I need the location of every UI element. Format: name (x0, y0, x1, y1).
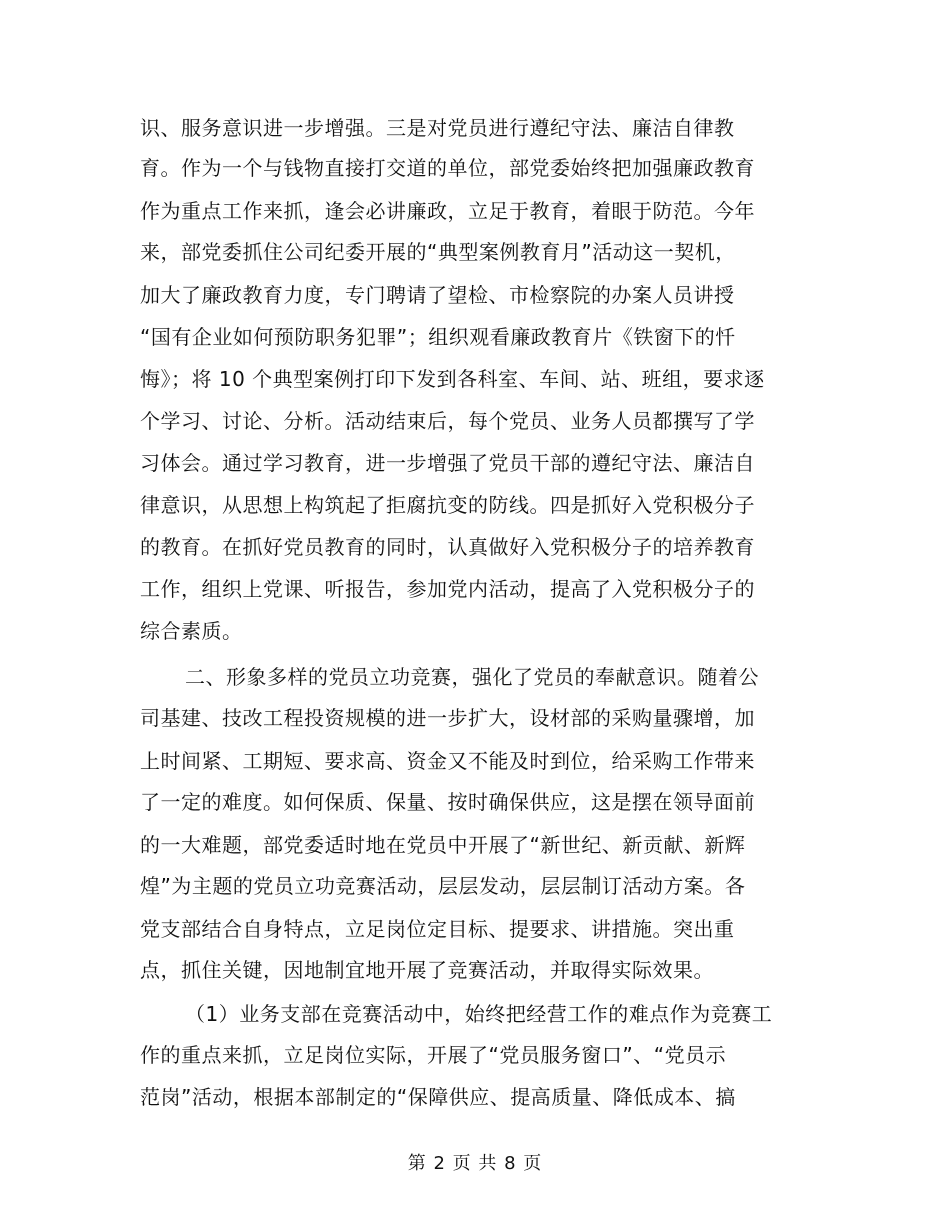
text-line: 的一大难题，部党委适时地在党员中开展了“新世纪、新贡献、新辉 (140, 833, 746, 857)
text-line: 作为重点工作来抓，逢会必讲廉政，立足于教育，着眼于防范。今年 (140, 199, 755, 223)
text-line: 综合素质。 (140, 619, 243, 643)
text-line: 上时间紧、工期短、要求高、资金又不能及时到位，给采购工作带来 (140, 749, 755, 773)
text-line: 作的重点来抓，立足岗位实际，开展了“党员服务窗口”、“党员示 (140, 1043, 727, 1067)
text-line: 加大了廉政教育力度，专门聘请了望检、市检察院的办案人员讲授 (140, 283, 735, 307)
text-line: 范岗”活动，根据本部制定的“保障供应、提高质量、降低成本、搞 (140, 1085, 736, 1109)
text-line: “国有企业如何预防职务犯罪”；组织观看廉政教育片《铁窗下的忏 (140, 325, 736, 349)
text-line: 来，部党委抓住公司纪委开展的“典型案例教育月”活动这一契机， (140, 240, 736, 264)
paragraph-start-line: （1）业务支部在竞赛活动中，始终把经营工作的难点作为竞赛工 (185, 1002, 773, 1026)
text-line: 识、服务意识进一步增强。三是对党员进行遵纪守法、廉洁自律教 (140, 116, 735, 140)
text-line: 点，抓住关键，因地制宜地开展了竞赛活动，并取得实际效果。 (140, 958, 714, 982)
text-line: 党支部结合自身特点，立足岗位定目标、提要求、讲措施。突出重 (140, 917, 735, 941)
text-line: 了一定的难度。如何保质、保量、按时确保供应，这是摆在领导面前 (140, 790, 755, 814)
text-line: 律意识，从思想上构筑起了拒腐抗变的防线。四是抓好入党积极分子 (140, 493, 755, 517)
text-line: 个学习、讨论、分析。活动结束后，每个党员、业务人员都撰写了学 (140, 409, 755, 433)
text-line: 司基建、技改工程投资规模的进一步扩大，设材部的采购量骤增，加 (140, 706, 755, 730)
paragraph-start-line: 二、形象多样的党员立功竞赛，强化了党员的奉献意识。随着公 (185, 665, 759, 689)
text-line: 工作，组织上党课、听报告，参加党内活动，提高了入党积极分子的 (140, 577, 755, 601)
text-line: 育。作为一个与钱物直接打交道的单位，部党委始终把加强廉政教育 (140, 156, 755, 180)
page-footer: 第 2 页 共 8 页 (407, 1153, 543, 1174)
text-line: 悔》；将 10 个典型案例打印下发到各科室、车间、站、班组，要求逐 (140, 367, 765, 391)
text-line: 习体会。通过学习教育，进一步增强了党员干部的遵纪守法、廉洁自 (140, 451, 755, 475)
text-line: 煌”为主题的党员立功竞赛活动，层层发动，层层制订活动方案。各 (140, 874, 746, 898)
text-line: 的教育。在抓好党员教育的同时，认真做好入党积极分子的培养教育 (140, 535, 755, 559)
